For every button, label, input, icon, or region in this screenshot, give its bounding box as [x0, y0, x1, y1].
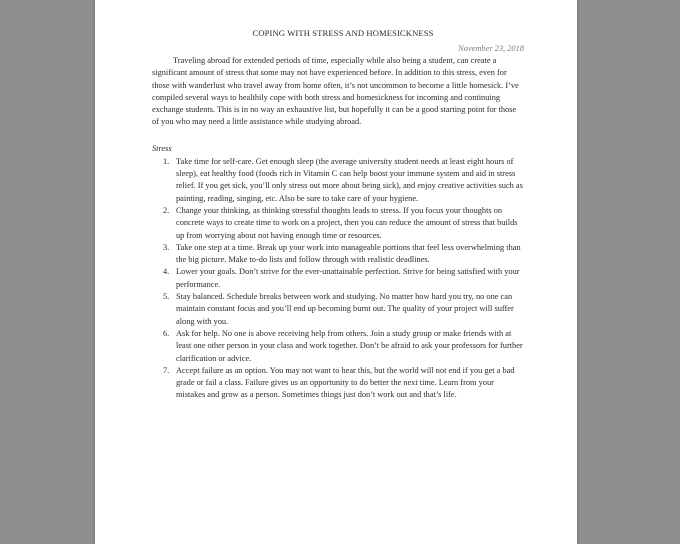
list-item-text: Stay balanced. Schedule breaks between work and studying. No matter how hard you try, no one can maintain constant focus and you’ll end up becoming burnt out. The quality of your project will suffer along with you.	[176, 292, 514, 326]
list-item-number: 1.	[163, 156, 170, 166]
stress-tips-list	[152, 156, 524, 402]
list-item-text: Lower your goals. Don’t strive for the ever-unattainable perfection. Strive for being satisfied with your performance.	[176, 267, 520, 289]
list-item	[152, 156, 524, 205]
document-title: COPING WITH STRESS AND HOMESICKNESS	[252, 28, 434, 38]
document-date: November 23, 2018	[458, 44, 524, 53]
list-item-number: 5.	[163, 292, 170, 302]
list-item-text: Take time for self-care. Get enough sleep (the average university student needs at least eight hours of sleep), eat healthy food (foods rich in Vitamin C can help boost your immune system and aid in stress relief. If you get sick, you’ll only stress out more about being sick), and enjoy creative activities such as painting, reading, singing, etc. Also be sure to take care of your hygiene.	[176, 156, 523, 203]
list-item-text: Ask for help. No one is above receiving help from others. Join a study group or make friends with at least one other person in your class and work together. Don’t be afraid to ask your professors for further clarification or advice.	[176, 328, 523, 363]
list-item	[152, 365, 524, 402]
list-item	[152, 242, 524, 267]
list-item-number: 2.	[163, 205, 170, 215]
list-item-number: 7.	[163, 365, 170, 375]
intro-paragraph: Traveling abroad for extended periods of time, especially while also being a student, can create a significant amount of stress that some may not have experienced before. In addition to this stress, even for those with wanderlust who travel away from home often, it’s not uncommon to become a little homesick. I’ve compiled several ways to healthily cope with both stress and homesickness for incoming and continuing exchange students. This is in no way an exhaustive list, but hopefully it can be a good starting point for those of you who may need a little assistance while studying abroad.	[152, 56, 519, 127]
list-item	[152, 328, 524, 365]
list-item-number: 3.	[163, 242, 170, 252]
list-item-number: 4.	[163, 267, 170, 277]
document-content	[152, 27, 524, 402]
list-item-text: Take one step at a time. Break up your work into manageable portions that feel less overwhelming than the big picture. Make to-do lists and follow through with realistic deadlines.	[176, 242, 521, 265]
document-page	[95, 0, 577, 544]
list-item-text: Accept failure as an option. You may not want to hear this, but the world will not end if you get a bad grade or fail a class. Failure gives us an opportunity to do better the next time. Learn from your mistakes and grow as a person. Sometimes things just don’t work out and that’s life.	[176, 365, 515, 400]
list-item-text: Change your thinking, as thinking stressful thoughts leads to stress. If you focus your thoughts on concrete ways to create time to work on a project, then you can reduce the amount of stress that builds up from worrying about not having enough time or resources.	[176, 205, 518, 240]
list-item	[152, 205, 524, 242]
list-item-number: 6.	[163, 328, 170, 338]
list-item	[152, 266, 524, 291]
list-item	[152, 291, 524, 328]
section-heading-stress: Stress	[152, 143, 172, 153]
